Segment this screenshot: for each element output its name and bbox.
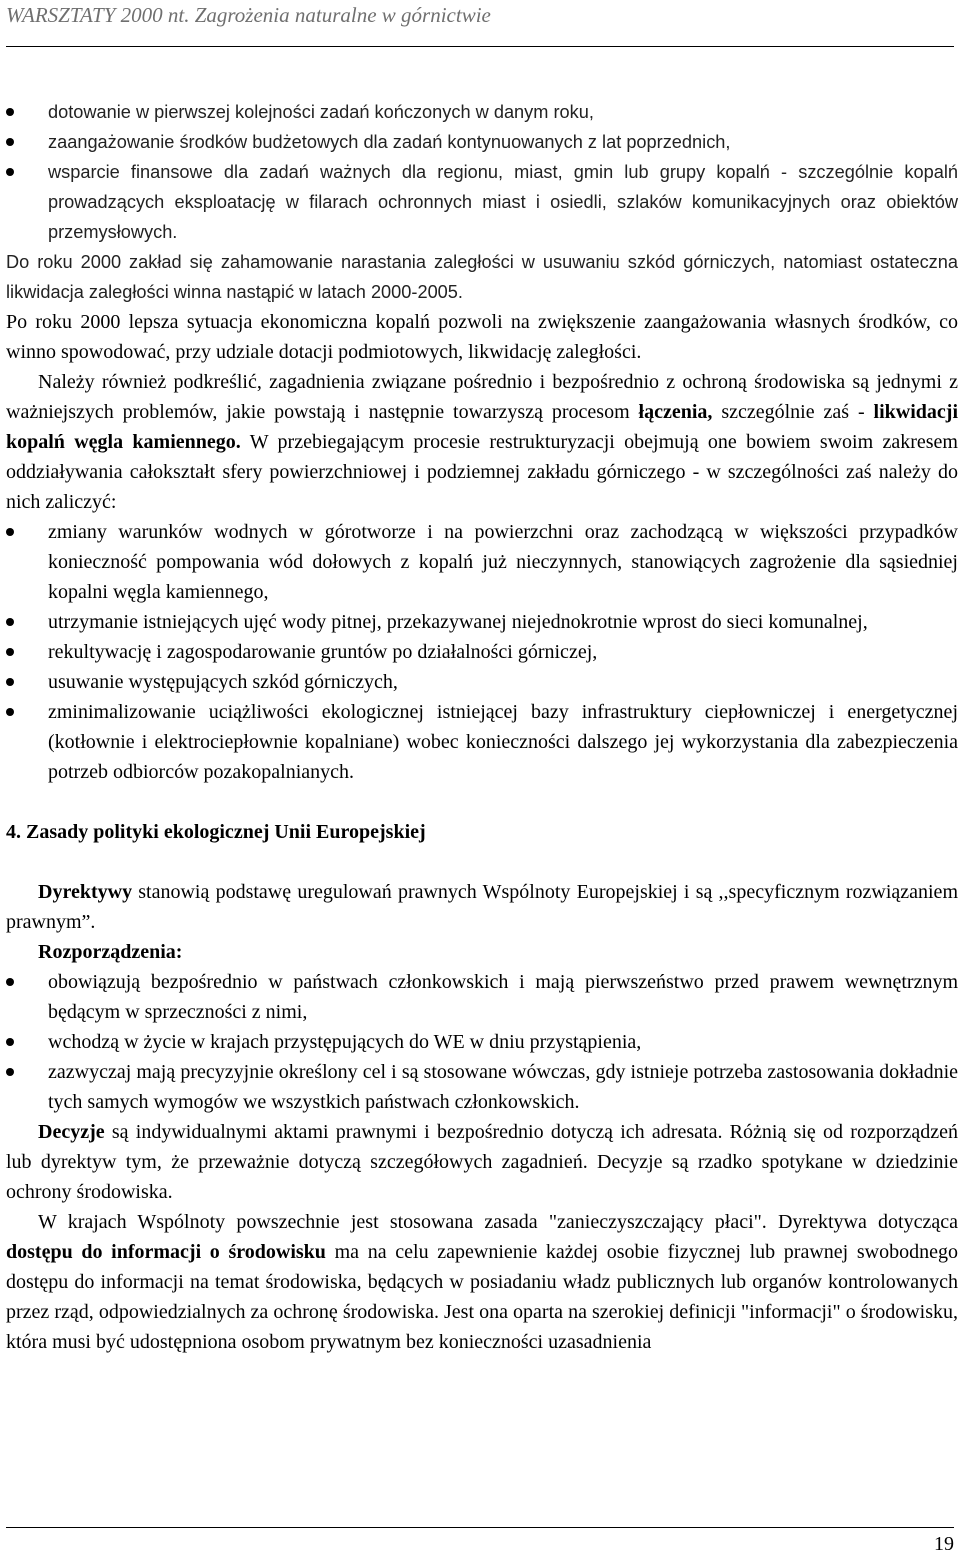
bullet-icon — [6, 648, 14, 656]
list-item: rekultywację i zagospodarowanie gruntów po działalności górniczej, — [6, 637, 958, 667]
paragraph-nalezy: Należy również podkreślić, zagadnienia związane pośrednio i bezpośrednio z ochroną środowiska są jednymi z ważniejszych problemów, jakie powstają i następnie towarzyszą procesom łączenia, szczególnie zaś - likwidacji kopalń węgla kamiennego. W przebiegającym procesie restrukturyzacji obejmują one bowiem swoim zakresem oddziaływania całokształt sfery powierzchniowej i podziemnej zakładu górniczego - w szczególności zaś należy do nich zaliczyć: — [6, 371, 958, 513]
paragraph-po-roku: Po roku 2000 lepsza sytuacja ekonomiczna kopalń pozwoli na zwiększenie zaangażowania własnych środków, co winno spowodować, przy udziale dotacji podmiotowych, likwidację zaległości. — [6, 311, 958, 363]
rozporzadzenia-bullet-list — [6, 967, 958, 1117]
paragraph-zasada: W krajach Wspólnoty powszechnie jest stosowana zasada "zanieczyszczający płaci". Dyrektywa dotycząca dostępu do informacji o środowisku ma na celu zapewnienie każdej osobie fizycznej lub prawnej swobodnego dostępu do informacji na temat środowiska, będących w posiadaniu władz publicznych lub organów kontrolowanych przez rząd, odpowiedzialnych za ochronę środowiska. Jest ona oparta na szerokiej definicji "informacji" o środowisku, która musi być udostępniona osobom prywatnym bez konieczności uzasadnienia — [6, 1211, 959, 1353]
list-item: dotowanie w pierwszej kolejności zadań kończonych w danym roku, — [6, 97, 958, 127]
rozporzadzenia-label: Rozporządzenia: — [38, 941, 183, 963]
list-item: zaangażowanie środków budżetowych dla zadań kontynuowanych z lat poprzednich, — [6, 127, 958, 157]
section-heading: 4. Zasady polityki ekologicznej Unii Europejskiej — [6, 821, 426, 843]
bullet-icon — [6, 618, 14, 626]
list-item: zmiany warunków wodnych w górotworze i na powierzchni oraz zachodzącą w większości przypadków konieczność pompowania wód dołowych z kopalń już nieczynnych, stanowiących zagrożenie dla sąsiedniej kopalni węgla kamiennego, — [6, 517, 958, 607]
bullet-icon — [6, 528, 14, 536]
bullet-icon — [6, 978, 14, 986]
list-item: usuwanie występujących szkód górniczych, — [6, 667, 958, 697]
list-item: obowiązują bezpośrednio w państwach członkowskich i mają pierwszeństwo przed prawem wewnętrznym będącym w sprzeczności z nimi, — [6, 967, 958, 1027]
list-item: zazwyczaj mają precyzyjnie określony cel i są stosowane wówczas, gdy istnieje potrzeba zastosowania dokładnie tych samych wymogów we wszystkich państwach członkowskich. — [6, 1057, 958, 1117]
page-body — [6, 97, 958, 1357]
bullet-icon — [6, 678, 14, 686]
list-item: wsparcie finansowe dla zadań ważnych dla regionu, miast, gmin lub grupy kopalń - szczególnie kopalń prowadzących eksploatację w filarach ochronnych miast i osiedli, szlaków komunikacyjnych oraz obiektów przemysłowych. — [6, 157, 958, 247]
footer-divider — [6, 1527, 954, 1528]
list-item: utrzymanie istniejących ujęć wody pitnej, przekazywanej niejednokrotnie wprost do sieci komunalnej, — [6, 607, 958, 637]
paragraph-do-roku: Do roku 2000 zakład się zahamowanie narastania zaległości w usuwaniu szkód górniczych, natomiast ostateczna likwidacja zaległości winna nastąpić w latach 2000-2005. — [6, 252, 958, 302]
bullet-icon — [6, 708, 14, 716]
bullet-icon — [6, 1038, 14, 1046]
intro-bullet-list — [6, 97, 958, 247]
bullet-icon — [6, 168, 14, 176]
bullet-icon — [6, 138, 14, 146]
page-number: 19 — [934, 1533, 954, 1555]
paragraph-dyrektywy: Dyrektywy stanowią podstawę uregulowań prawnych Wspólnoty Europejskiej i są ,,specyficznym rozwiązaniem prawnym”. — [6, 881, 958, 933]
running-header: WARSZTATY 2000 nt. Zagrożenia naturalne w górnictwie — [6, 0, 954, 47]
paragraph-decyzje: Decyzje są indywidualnymi aktami prawnymi i bezpośrednio dotyczą ich adresata. Różnią się od rozporządzeń lub dyrektyw tym, że przeważnie dotyczą szczegółowych zagadnień. Decyzje są rzadko spotykane w dziedzinie ochrony środowiska. — [6, 1121, 958, 1203]
bullet-icon — [6, 108, 14, 116]
list-item: wchodzą w życie w krajach przystępujących do WE w dniu przystąpienia, — [6, 1027, 958, 1057]
bullet-icon — [6, 1068, 14, 1076]
impact-bullet-list — [6, 517, 958, 787]
list-item: zminimalizowanie uciążliwości ekologicznej istniejącej bazy infrastruktury ciepłowniczej i energetycznej (kotłownie i elektrociepłownie kopalniane) wobec konieczności dalszego jej wykorzystania dla zabezpieczenia potrzeb odbiorców pozakopalnianych. — [6, 697, 958, 787]
